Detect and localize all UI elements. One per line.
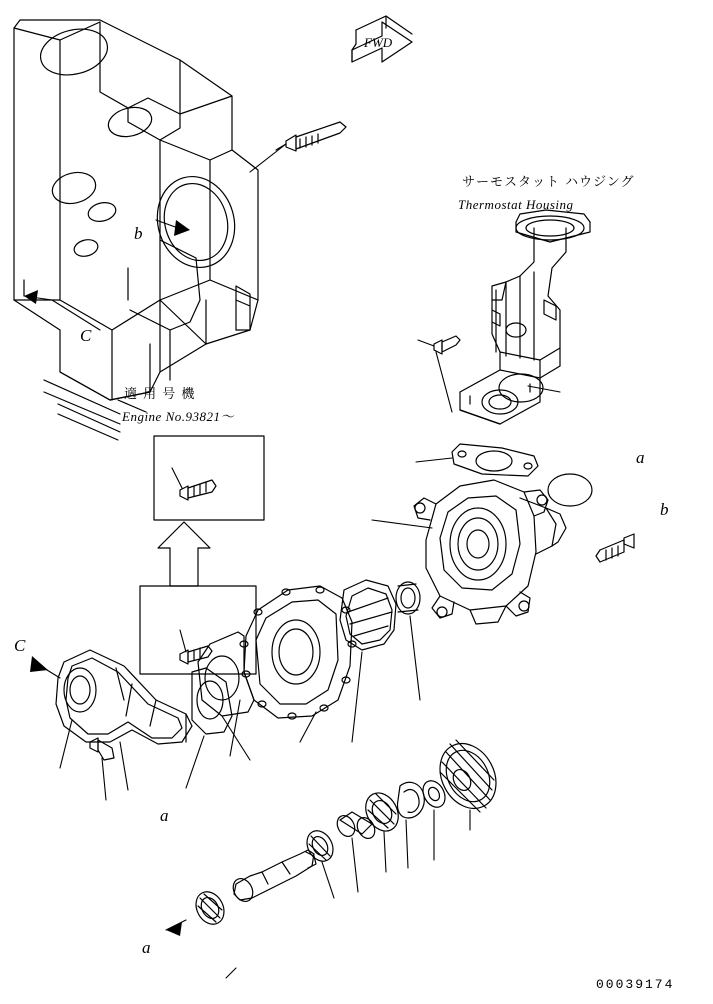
inlet-elbow <box>56 650 192 744</box>
inset-source-box <box>140 586 256 674</box>
leader-thermostat <box>528 386 560 392</box>
callout-c-top: C <box>80 326 92 345</box>
spacer-sleeve <box>334 812 378 841</box>
pump-cover-plate <box>240 586 356 719</box>
elbow-gasket <box>192 668 232 734</box>
callout-b-top-arrow <box>156 220 190 236</box>
leader-gasket-housing <box>416 458 452 462</box>
leader-elbow-gasket <box>186 736 204 788</box>
callout-a-bottom: a <box>142 938 151 957</box>
fwd-label: FWD <box>364 35 393 50</box>
callout-b-right: b <box>660 500 669 519</box>
bolt-right-b <box>596 534 634 562</box>
leader-pump-body <box>372 520 432 528</box>
water-pump-body <box>414 480 566 624</box>
bolt-housing-small <box>434 336 460 354</box>
inset-pointer-arrow <box>158 522 210 586</box>
engine-no-label-jp: 適 用 号 機 <box>124 387 196 402</box>
engine-no-label-en: Engine No.93821～ <box>122 409 234 424</box>
leader-impeller-collar <box>410 616 420 700</box>
seal-ring-a <box>548 474 592 506</box>
impeller-collar <box>396 582 420 614</box>
callout-c-left-arrow <box>30 656 60 678</box>
callout-a-right: a <box>636 448 645 467</box>
gasket-housing <box>452 444 538 476</box>
leader-impeller <box>352 652 362 742</box>
document-number: 00039174 <box>596 977 675 992</box>
thermostat-housing <box>460 210 590 424</box>
drive-gear <box>429 734 507 818</box>
callout-c-top-arrow <box>24 280 100 330</box>
snap-ring <box>397 782 424 818</box>
callout-c-left: C <box>14 636 26 655</box>
bearing-inner <box>302 826 338 866</box>
callout-a-bottom-arrow <box>166 920 186 936</box>
impeller <box>340 580 396 650</box>
bolt-top-b <box>286 122 346 151</box>
engine-block-outline <box>14 20 258 400</box>
callout-a-mid: a <box>160 806 169 825</box>
engine-no-inset <box>154 436 264 520</box>
leader-bolt-housing <box>436 352 452 412</box>
thermostat-housing-label-en: Thermostat Housing <box>458 197 574 212</box>
pump-shaft-assembly <box>229 850 316 905</box>
leader-bolt-top-b <box>250 144 286 172</box>
shaft-seal-washer <box>191 887 230 929</box>
thermostat-housing-label-jp: サーモスタット ハウジング <box>462 175 635 190</box>
callout-b-top: b <box>134 224 143 243</box>
